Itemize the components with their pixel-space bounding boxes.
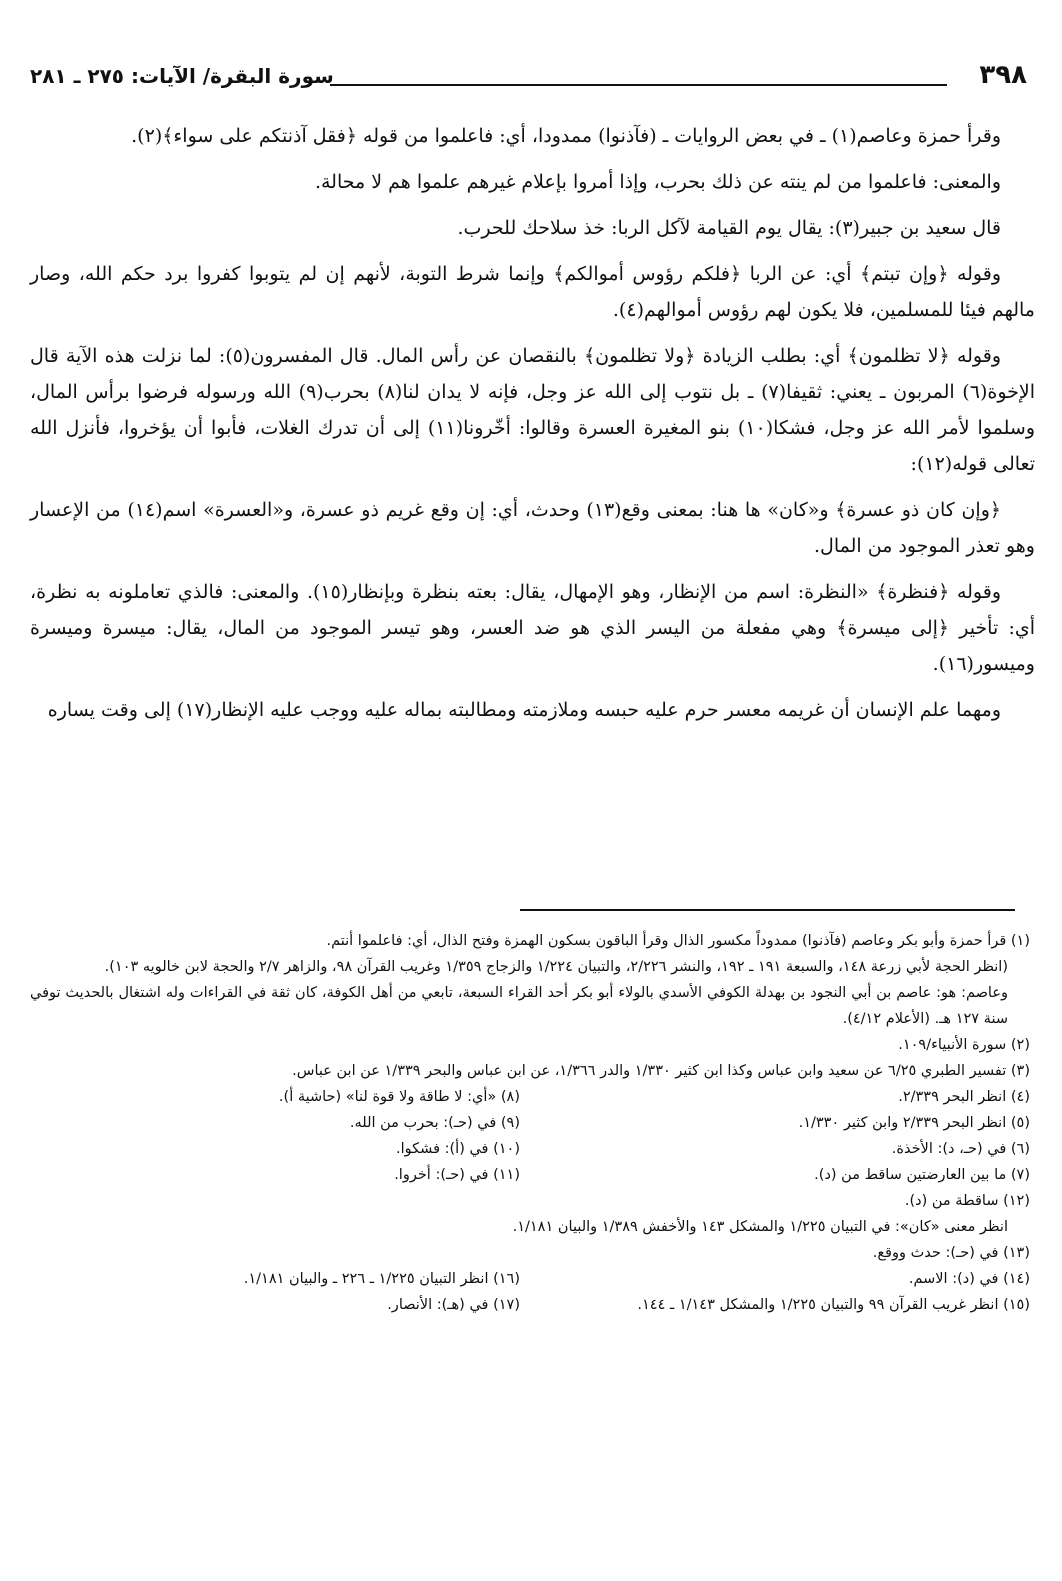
footnote-4: (٤) انظر البحر ٢/٣٣٩. [898,1089,1030,1105]
footnote-16: (١٦) انظر التبيان ١/٢٢٥ ـ ٢٢٦ ـ والبيان ١/١٨١. [243,1271,520,1287]
footnote-9: (٩) في (حـ): بحرب من الله. [349,1115,520,1131]
footnote-columns-bottom [30,1266,1030,1318]
paragraph: قال سعيد بن جبير(٣): يقال يوم القيامة لآكل الربا: خذ سلاحك للحرب. [457,217,1001,239]
footnote-5: (٥) انظر البحر ٢/٣٣٩ وابن كثير ١/٣٣٠. [798,1115,1030,1131]
main-text [30,118,1035,738]
footnote-10: (١٠) في (أ): فشكوا. [396,1141,520,1157]
footnote-column-right [540,1084,1030,1214]
footnote-7: (٧) ما بين العارضتين ساقط من (د). [814,1167,1030,1183]
paragraph: وقوله ﴿فنظرة﴾ «النظرة: اسم من الإنظار، وهو الإمهال، يقال: بعته بنظرة وبإنظار(١٥). والمعنى: فالذي تعاملونه به نظرة، أي: تأخير ﴿إلى ميسرة﴾ وهي مفعلة من اليسر الذي هو ضد العسر، وهو تيسر الموجود من المال، يقال: ميسرة وميسرة وميسور(١٦). [30,581,1035,675]
footnote-1-sources: (انظر الحجة لأبي زرعة ١٤٨، والسبعة ١٩١ ـ ١٩٢، والنشر ٢/٢٢٦، والتبيان ١/٢٢٤ والزجاج ١/٣٥٩ وغريب القرآن ٩٨، والزاهر ٢/٧ والحجة لابن خالويه ١٠٣). [104,959,1008,975]
footnote-14: (١٤) في (د): الاسم. [908,1271,1030,1287]
footnote-17: (١٧) في (هـ): الأنصار. [387,1297,520,1313]
paragraph: وقرأ حمزة وعاصم(١) ـ في بعض الروايات ـ (فآذنوا) ممدودا، أي: فاعلموا من قوله ﴿فقل آذنتكم على سواء﴾(٢). [131,125,1001,147]
footnote-1-asim: وعاصم: هو: عاصم بن أبي النجود بن بهدلة الكوفي الأسدي بالولاء أبو بكر أحد القراء السبعة، تابعي من أهل الكوفة، كان ثقة في القراءات وله اشتغال بالحديث توفي سنة ١٢٧ هـ. (الأعلام ٤/١٢). [30,985,1008,1027]
footnote-column-left [30,1266,520,1318]
footnote-3: (٣) تفسير الطبري ٦/٢٥ عن سعيد وابن عباس وكذا ابن كثير ١/٣٣٠ والدر ١/٣٦٦، عن ابن عباس والبحر ١/٣٣٩ عن ابن عباس. [292,1063,1030,1079]
footnote-13: (١٣) في (حـ): حدث ووقع. [872,1245,1030,1261]
footnote-column-right [540,1266,1030,1318]
footnotes [30,928,1030,1318]
paragraph: ﴿وإن كان ذو عسرة﴾ و«كان» ها هنا: بمعنى وقع(١٣) وحدث، أي: إن وقع غريم ذو عسرة، و«العسرة» اسم(١٤) من الإعسار وهو تعذر الموجود من المال. [30,499,1035,557]
footnote-12: (١٢) ساقطة من (د). [904,1193,1030,1209]
paragraph: ومهما علم الإنسان أن غريمه معسر حرم عليه حبسه وملازمته ومطالبته بماله عليه ووجب عليه الإنظار(١٧) إلى وقت يساره [47,699,1001,721]
footnote-8: (٨) «أي: لا طاقة ولا قوة لنا» (حاشية أ). [278,1089,520,1105]
footnote-12-note: انظر معنى «كان»: في التبيان ١/٢٢٥ والمشكل ١٤٣ والأخفش ١/٣٨٩ والبيان ١/١٨١. [512,1219,1008,1235]
footnote-columns [30,1084,1030,1214]
running-title: سورة البقرة/ الآيات: ٢٧٥ ـ ٢٨١ [30,64,334,88]
paragraph: وقوله ﴿وإن تبتم﴾ أي: عن الربا ﴿فلكم رؤوس أموالكم﴾ وإنما شرط التوبة، لأنهم إن لم يتوبوا كفروا برد حكم الله، وصار مالهم فيئا للمسلمين، فلا يكون لهم رؤوس أموالهم(٤). [30,263,1035,321]
footnote-6: (٦) في (حـ، د): الأخذة. [891,1141,1030,1157]
page-number: ٣٩٨ [979,60,1027,90]
paragraph: والمعنى: فاعلموا من لم ينته عن ذلك بحرب، وإذا أمروا بإعلام غيرهم علموا هم لا محالة. [314,171,1001,193]
footnote-separator [520,909,1015,911]
footnote-column-left [30,1084,520,1214]
footnote-2: (٢) سورة الأنبياء/١٠٩. [898,1037,1030,1053]
paragraph: وقوله ﴿لا تظلمون﴾ أي: بطلب الزيادة ﴿ولا تظلمون﴾ بالنقصان عن رأس المال. قال المفسرون(٥): لما نزلت هذه الآية قال الإخوة(٦) المربون ـ يعني: ثقيفا(٧) ـ بل نتوب إلى الله عز وجل، فإنه لا يدان لنا(٨) بحرب(٩) الله ورسوله فرضوا برأس المال، وسلموا لأمر الله عز وجل، فشكا(١٠) بنو المغيرة العسرة وقالوا: أخّرونا(١١) إلى أن تدرك الغلات، فأبوا أن يؤخروا، فأنزل الله تعالى قوله(١٢): [30,345,1035,475]
footnote-1: (١) قرأ حمزة وأبو بكر وعاصم (فآذنوا) ممدوداً مكسور الذال وقرأ الباقون بسكون الهمزة وفتح الذال، أي: فاعلموا أنتم. [326,933,1030,949]
footnote-11: (١١) في (حـ): أخروا. [394,1167,520,1183]
page-header [30,60,1035,96]
header-rule [330,84,947,86]
footnote-15: (١٥) انظر غريب القرآن ٩٩ والتبيان ١/٢٢٥ والمشكل ١/١٤٣ ـ ١٤٤. [637,1297,1030,1313]
